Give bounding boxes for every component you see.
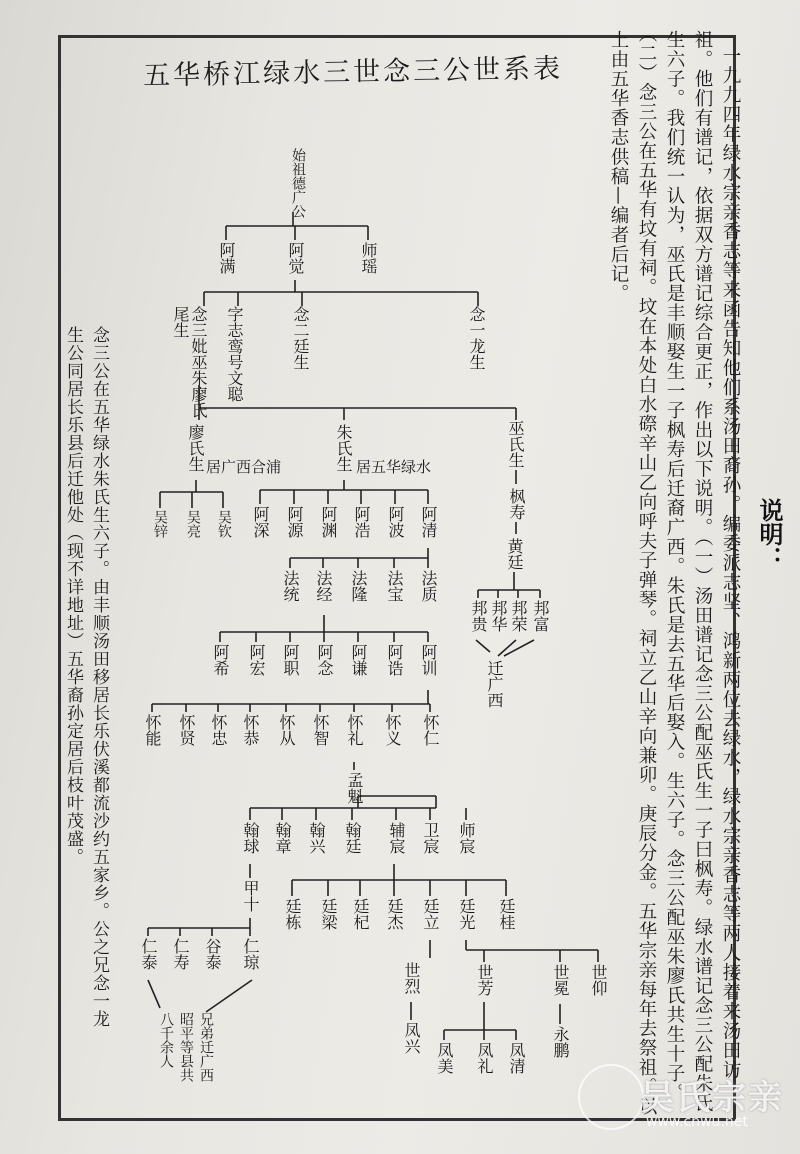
node-a-4: 阿念 bbox=[315, 644, 334, 676]
node-zhu-son-2: 阿源 bbox=[285, 506, 304, 538]
node-ting-7: 廷桂 bbox=[497, 898, 516, 930]
node-zhiluan: 字志鸾号文聪 bbox=[225, 306, 244, 402]
node-niansan: 念三妣巫朱廖氏 bbox=[189, 306, 208, 418]
watermark-url: www.cnwu.net bbox=[646, 1114, 748, 1130]
node-liao-son-1: 吴锌 bbox=[152, 510, 168, 538]
node-fa-4: 法宝 bbox=[385, 570, 404, 602]
node-zhu: 朱氏生 bbox=[334, 424, 353, 472]
node-huai-1: 怀能 bbox=[143, 714, 162, 746]
node-zhu-son-3: 阿渊 bbox=[319, 506, 338, 538]
node-jiashi: 甲十 bbox=[241, 880, 260, 912]
node-root: 始祖德广公 bbox=[290, 148, 306, 218]
watermark-text: 吴氏宗亲 bbox=[640, 1078, 784, 1118]
node-a-7: 阿训 bbox=[419, 644, 438, 676]
node-a-1: 阿希 bbox=[211, 644, 230, 676]
node-ting-3: 廷杞 bbox=[351, 898, 370, 930]
note-line-5: 上由五华香志供稿—编者后记。 bbox=[608, 30, 629, 303]
ren-note-3: 八千余人 bbox=[158, 1012, 174, 1068]
node-huai-4: 怀恭 bbox=[241, 714, 260, 746]
node-huai-8: 怀义 bbox=[383, 714, 402, 746]
node-han-3: 翰兴 bbox=[307, 822, 326, 854]
node-gen2-c: 师瑶 bbox=[359, 242, 378, 274]
node-han-1: 翰球 bbox=[241, 822, 260, 854]
node-bang-4: 邦富 bbox=[531, 600, 550, 632]
note-line-3: 生六子。我们统一认为，巫氏是丰顺娶生一子枫寿后迁裔广西。朱氏是去五华后娶入。生六子。念三公配巫朱廖氏共生十子。 bbox=[664, 30, 685, 1103]
node-feng-1: 凤美 bbox=[435, 1042, 454, 1074]
node-a-6: 阿诰 bbox=[385, 644, 404, 676]
node-ren-3: 谷泰 bbox=[203, 938, 222, 970]
node-fengshou: 枫寿 bbox=[507, 488, 526, 520]
node-han-2: 翰章 bbox=[273, 822, 292, 854]
node-longsheng: 念一龙生 bbox=[467, 306, 486, 370]
liao-note: 居广西合浦 bbox=[206, 458, 282, 476]
node-ting-5: 廷立 bbox=[421, 898, 440, 930]
node-huangting: 黄廷 bbox=[505, 538, 524, 570]
node-gen2-b: 阿觉 bbox=[286, 242, 305, 274]
wu-note: 迁广西 bbox=[485, 660, 504, 708]
node-fa-1: 法统 bbox=[281, 570, 300, 602]
node-feng-2: 凤礼 bbox=[475, 1042, 494, 1074]
node-huai-3: 怀忠 bbox=[209, 714, 228, 746]
ren-note-2: 昭平等县共 bbox=[178, 1012, 194, 1082]
node-shifang: 世芳 bbox=[475, 964, 494, 996]
node-fa-3: 法隆 bbox=[349, 570, 368, 602]
node-bang-2: 邦华 bbox=[489, 600, 508, 632]
node-huai-7: 怀礼 bbox=[345, 714, 364, 746]
node-ting-6: 廷光 bbox=[457, 898, 476, 930]
node-ren-1: 仁泰 bbox=[139, 938, 158, 970]
node-huai-2: 怀贤 bbox=[177, 714, 196, 746]
node-zhu-son-1: 阿深 bbox=[251, 506, 270, 538]
node-liao-son-3: 吴钦 bbox=[216, 510, 232, 538]
node-a-3: 阿职 bbox=[281, 644, 300, 676]
node-ting-4: 廷杰 bbox=[385, 898, 404, 930]
node-fu-2: 卫宸 bbox=[421, 822, 440, 854]
node-huai-5: 怀从 bbox=[277, 714, 296, 746]
node-yongpeng: 永鹏 bbox=[551, 1026, 570, 1058]
node-fengxing: 凤兴 bbox=[402, 1022, 421, 1054]
left-note-1: 念三公在五华绿水朱氏生六子。由丰顺汤田移居长乐伏溪都流沙约五家乡。公之兄念一龙 bbox=[89, 326, 109, 1028]
node-feng-3: 凤清 bbox=[507, 1042, 526, 1074]
zhu-note: 居五华绿水 bbox=[356, 458, 432, 476]
node-zhu-son-6: 阿清 bbox=[419, 506, 438, 538]
node-fu-3: 师宸 bbox=[457, 822, 476, 854]
node-huai-9: 怀仁 bbox=[421, 714, 440, 746]
node-ting-2: 廷梁 bbox=[319, 898, 338, 930]
node-gen2-a: 阿满 bbox=[217, 242, 236, 274]
node-huai-6: 怀智 bbox=[311, 714, 330, 746]
node-fu-1: 辅宸 bbox=[387, 822, 406, 854]
node-zhu-son-5: 阿波 bbox=[386, 506, 405, 538]
note-line-1: 一九九四年绿水宗亲香志等来函告知他们系汤田裔孙。编委派志坚、鸿新两位去绿水，绿水宗亲香志等两人接着来汤田访 bbox=[720, 46, 741, 1080]
note-line-4: （二）念三公在五华有坟有祠。坟在本处白水磜辛山乙向呼夫子弹琴。祠立乙山辛向兼卯。庚辰分金。五华宗亲每年去祭祖。以 bbox=[636, 24, 657, 1116]
node-weisheng: 尾生 bbox=[171, 306, 190, 338]
node-zhu-son-4: 阿浩 bbox=[352, 506, 371, 538]
node-ting-1: 廷栋 bbox=[283, 898, 302, 930]
node-mengkui: 孟魁 bbox=[345, 772, 364, 804]
node-a-2: 阿宏 bbox=[247, 644, 266, 676]
watermark-seal-icon bbox=[578, 1064, 644, 1130]
node-shilie: 世烈 bbox=[402, 962, 421, 994]
node-a-5: 阿谦 bbox=[349, 644, 368, 676]
note-line-2: 祖。他们有谱记，依据双方谱记综合更正，作出以下说明。（一）汤田谱记念三公配巫氏生一子曰枫寿。绿水谱记念三公配朱氏 bbox=[692, 30, 713, 1113]
ren-note-1: 兄弟迁广西 bbox=[198, 1012, 214, 1082]
node-wu: 巫氏生 bbox=[506, 420, 525, 468]
node-fa-5: 法质 bbox=[419, 570, 438, 602]
node-fa-2: 法经 bbox=[314, 570, 333, 602]
page-title: 五华桥江绿水三世念三公世系表 bbox=[142, 53, 564, 92]
node-bang-3: 邦荣 bbox=[509, 600, 528, 632]
node-tingsheng: 念二廷生 bbox=[291, 306, 310, 370]
node-bang-1: 邦贵 bbox=[469, 600, 488, 632]
node-han-4: 翰廷 bbox=[343, 822, 362, 854]
node-shiyang: 世仰 bbox=[589, 964, 608, 996]
node-liao-son-2: 吴亮 bbox=[185, 510, 201, 538]
notes-heading: 说明： bbox=[755, 498, 784, 570]
node-shimian: 世冕 bbox=[551, 964, 570, 996]
left-note-2: 生公同居长乐县后迁他处（现不详地址）五华裔孙定居后枝叶茂盛。 bbox=[63, 326, 83, 866]
node-liao: 廖氏生 bbox=[186, 424, 205, 472]
node-ren-4: 仁琼 bbox=[241, 938, 260, 970]
node-ren-2: 仁寿 bbox=[171, 938, 190, 970]
